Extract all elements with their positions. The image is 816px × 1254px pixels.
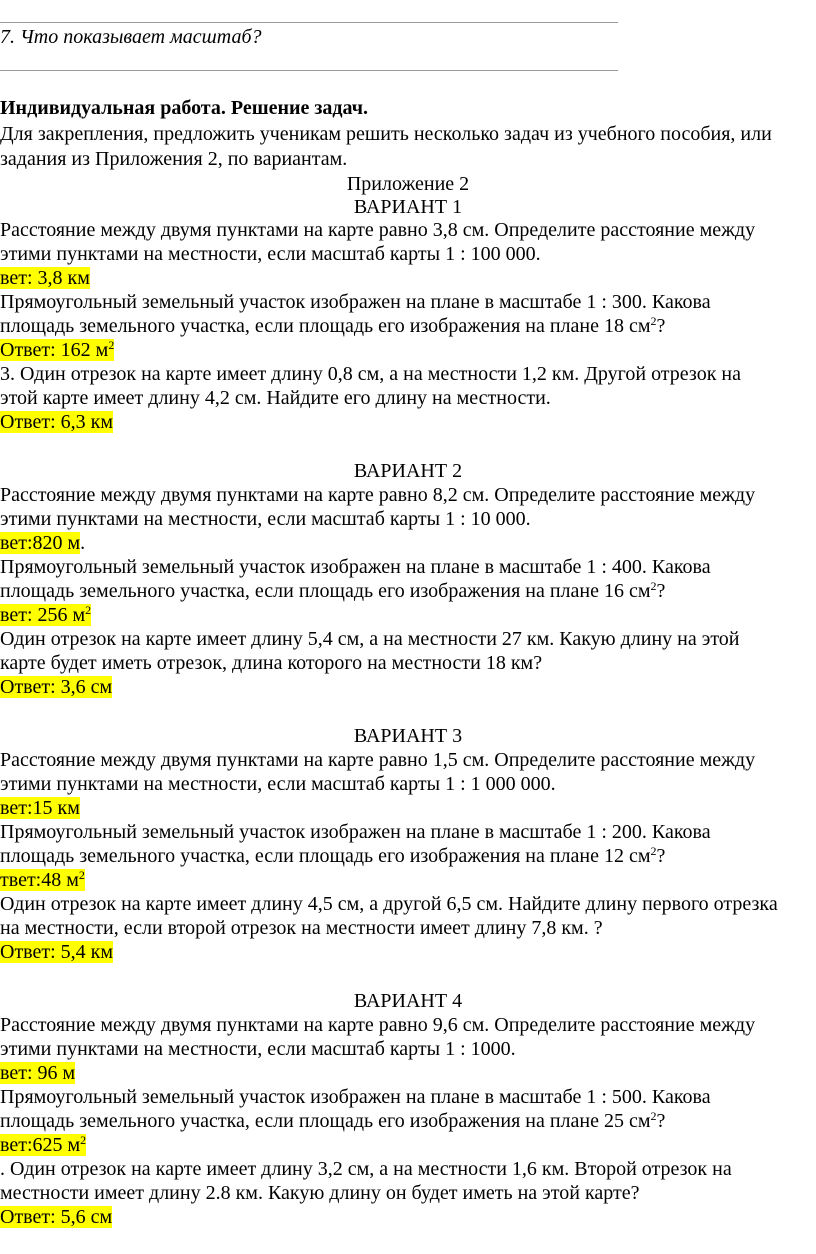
v2-answer1	[0, 531, 85, 555]
v4-task2-line2	[0, 1109, 665, 1133]
v3-task3-line1: Один отрезок на карте имеет длину 4,5 см, а другой 6,5 см. Найдите длину первого отрезка	[0, 893, 778, 915]
answer-highlight	[0, 604, 91, 626]
question-7: 7. Что показывает масштаб?	[0, 26, 262, 48]
v2-task2-line1: Прямоугольный земельный участок изображен на плане в масштабе 1 : 400. Какова	[0, 556, 711, 578]
answer-rule	[0, 70, 618, 71]
variant-4-title: ВАРИАНТ 4	[353, 990, 463, 1012]
superscript: 2	[108, 338, 115, 352]
v4-task3-line2: местности имеет длину 2.8 км. Какую длину он будет иметь на этой карте?	[0, 1182, 640, 1204]
answer-highlight	[0, 339, 114, 361]
v1-answer2	[0, 338, 114, 362]
v1-task2-line2	[0, 314, 665, 338]
v3-answer1	[0, 796, 80, 820]
v3-answer2	[0, 868, 85, 892]
v3-task1-line2: этими пунктами на местности, если масштаб карты 1 : 1 000 000.	[0, 773, 556, 795]
superscript: 2	[85, 603, 92, 617]
superscript: 2	[78, 868, 85, 882]
v4-task3-line1: . Один отрезок на карте имеет длину 3,2 см, а на местности 1,6 км. Второй отрезок на	[0, 1158, 732, 1180]
answer-highlight: Ответ: 5,6 см	[0, 1206, 113, 1228]
v1-answer2-text: Ответ: 162 м	[0, 339, 109, 361]
period: .	[80, 532, 86, 554]
v2-task3-line2: карте будет иметь отрезок, длина которого на местности 18 км?	[0, 652, 543, 674]
answer-highlight: Ответ: 3,6 см	[0, 676, 113, 698]
variant-1-title: ВАРИАНТ 1	[353, 196, 463, 218]
v4-task1-line1: Расстояние между двумя пунктами на карте равно 9,6 см. Определите расстояние между	[0, 1014, 756, 1036]
superscript: 2	[650, 844, 657, 858]
answer-highlight	[0, 869, 85, 891]
v2-task2-line2	[0, 579, 665, 603]
answer-highlight	[0, 1134, 86, 1156]
v2-task1-line2: этими пунктами на местности, если масштаб карты 1 : 10 000.	[0, 508, 531, 530]
v1-task2-text: площадь земельного участка, если площадь его изображения на плане 18 см	[0, 315, 651, 337]
answer-highlight: вет:15 км	[0, 797, 80, 819]
v2-task1-line1: Расстояние между двумя пунктами на карте равно 8,2 см. Определите расстояние между	[0, 484, 756, 506]
superscript: 2	[650, 314, 657, 328]
answer-highlight: вет:820 м	[0, 532, 81, 554]
v2-answer3	[0, 675, 112, 699]
intro-line-1: Для закрепления, предложить ученикам решить несколько задач из учебного пособия, или	[0, 123, 772, 145]
section-title: Индивидуальная работа. Решение задач.	[0, 97, 369, 119]
v3-task2-line2	[0, 844, 665, 868]
v4-task2-text: площадь земельного участка, если площадь его изображения на плане 25 см	[0, 1110, 651, 1132]
superscript: 2	[650, 1109, 657, 1123]
v1-task2-line1: Прямоугольный земельный участок изображен на плане в масштабе 1 : 300. Какова	[0, 291, 711, 313]
appendix-title: Приложение 2	[346, 173, 470, 195]
v4-answer2-text: вет:625 м	[0, 1134, 81, 1156]
v1-answer3	[0, 410, 113, 434]
v3-answer2-text: твет:48 м	[0, 869, 79, 891]
v4-task2-line1: Прямоугольный земельный участок изображен на плане в масштабе 1 : 500. Какова	[0, 1086, 711, 1108]
v2-task3-line1: Один отрезок на карте имеет длину 5,4 см, а на местности 27 км. Какую длину на этой	[0, 628, 740, 650]
v3-answer3	[0, 940, 113, 964]
v4-answer3	[0, 1205, 112, 1229]
answer-highlight: вет: 3,8 км	[0, 267, 90, 289]
superscript: 2	[80, 1133, 87, 1147]
v4-task1-line2: этими пунктами на местности, если масштаб карты 1 : 1000.	[0, 1038, 516, 1060]
v3-task2-text: площадь земельного участка, если площадь его изображения на плане 12 см	[0, 845, 651, 867]
v1-task1-line2: этими пунктами на местности, если масштаб карты 1 : 100 000.	[0, 243, 541, 265]
v2-answer2	[0, 603, 91, 627]
question-mark: ?	[656, 845, 666, 867]
intro-line-2: задания из Приложения 2, по вариантам.	[0, 148, 348, 170]
v3-task2-line1: Прямоугольный земельный участок изображен на плане в масштабе 1 : 200. Какова	[0, 821, 711, 843]
v2-answer2-text: вет: 256 м	[0, 604, 86, 626]
v4-answer1	[0, 1061, 75, 1085]
v1-answer1	[0, 266, 90, 290]
question-mark: ?	[656, 1110, 666, 1132]
question-mark: ?	[656, 580, 666, 602]
v3-task3-line2: на местности, если второй отрезок на местности имеет длину 7,8 км. ?	[0, 917, 603, 939]
v1-task3-line1: 3. Один отрезок на карте имеет длину 0,8 см, а на местности 1,2 км. Другой отрезок на	[0, 363, 741, 385]
answer-highlight: Ответ: 6,3 км	[0, 411, 114, 433]
variant-2-title: ВАРИАНТ 2	[353, 460, 463, 482]
v1-task1-line1: Расстояние между двумя пунктами на карте равно 3,8 см. Определите расстояние между	[0, 219, 756, 241]
answer-highlight: Ответ: 5,4 км	[0, 941, 114, 963]
v4-answer2	[0, 1133, 86, 1157]
variant-3-title: ВАРИАНТ 3	[353, 725, 463, 747]
v3-task1-line1: Расстояние между двумя пунктами на карте равно 1,5 см. Определите расстояние между	[0, 749, 756, 771]
v1-task3-line2: этой карте имеет длину 4,2 см. Найдите его длину на местности.	[0, 387, 551, 409]
question-mark: ?	[656, 315, 666, 337]
superscript: 2	[650, 579, 657, 593]
top-rule	[0, 22, 618, 23]
v2-task2-text: площадь земельного участка, если площадь его изображения на плане 16 см	[0, 580, 651, 602]
answer-highlight: вет: 96 м	[0, 1062, 76, 1084]
